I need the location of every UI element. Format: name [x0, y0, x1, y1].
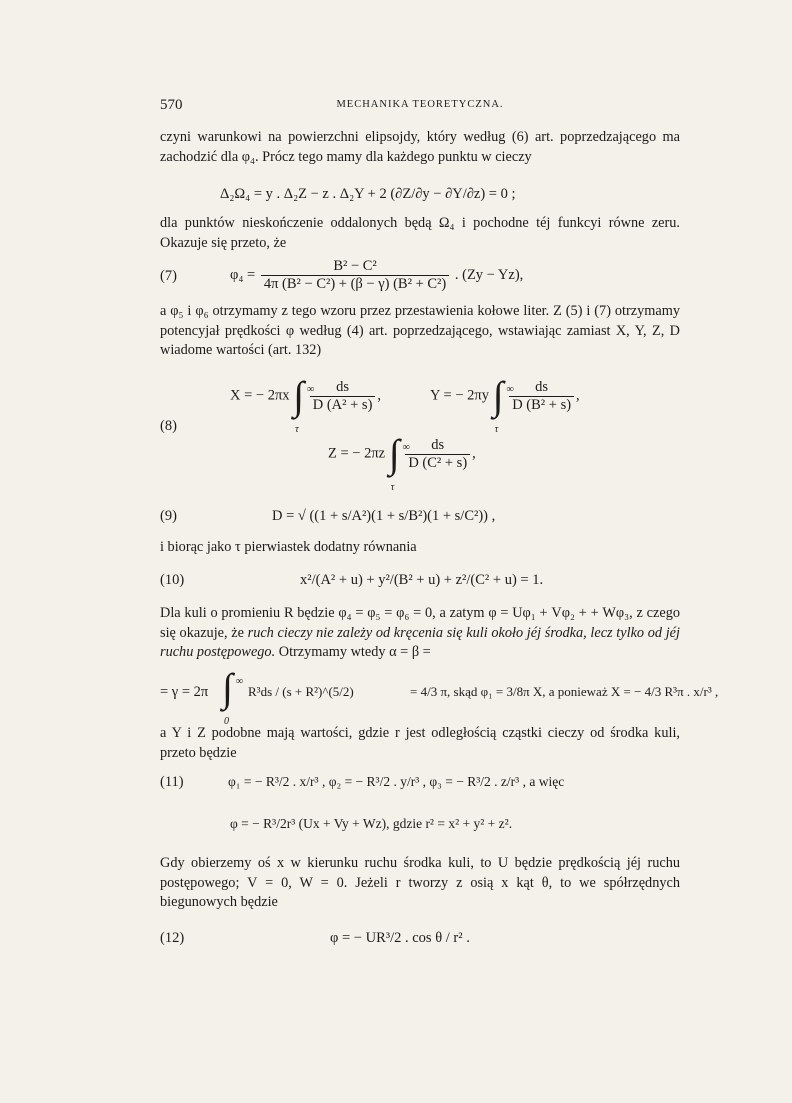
- integral-sign: ∫ ∞ τ: [389, 434, 400, 474]
- integral-lower: 0: [224, 716, 229, 727]
- equation-12-text: φ = − UR³/2 . cos θ / r² .: [330, 930, 470, 946]
- equation-7-label: (7): [160, 268, 177, 284]
- integral-sign: ∫ ∞ τ: [293, 376, 304, 416]
- equation-12: [160, 926, 680, 956]
- equation-9-text: D = √ ((1 + s/A²)(1 + s/B²)(1 + s/C²)) ,: [272, 508, 496, 524]
- equation-8-y-num: ds: [509, 379, 574, 397]
- equation-7-denominator: 4π (B² − C²) + (β − γ) (B² + C²): [263, 276, 447, 292]
- equation-8-x-lhs: X = − 2πx: [230, 387, 290, 404]
- equation-8-y: Y = − 2πy ∫ ∞ τ $\frac{ds}{\text{D (B² + s)}}$ ,: [430, 376, 580, 416]
- equation-gamma: [160, 665, 719, 727]
- paragraph-5-c: Otrzymamy wtedy α = β =: [275, 644, 431, 660]
- paragraph-5-italic: ruch cieczy nie zależy od kręcenia się kuli około jéj środka, lecz tylko od jéj ruchu postępowego.: [160, 624, 681, 660]
- equation-gamma-lhs: = γ = 2π: [160, 684, 209, 700]
- equation-8-y-den: D (B² + s): [512, 396, 572, 413]
- page-header: [160, 97, 680, 117]
- equation-8-z-lhs: Z = − 2πz: [328, 445, 386, 462]
- integral-lower: τ: [494, 424, 499, 435]
- equation-10-label: (10): [160, 572, 185, 588]
- paragraph-2: dla punktów nieskończenie oddalonych będą Ω₄ i pochodne téj funkcyi równe zeru. Okazuje się przeto, że: [160, 215, 680, 251]
- integral-sign: ∫ ∞ 0: [222, 668, 233, 708]
- equation-8-x-fraction: [310, 379, 376, 414]
- equation-delta: [160, 180, 680, 210]
- equation-10: [160, 566, 680, 596]
- equation-11: [160, 770, 680, 834]
- integral-upper: ∞: [402, 442, 410, 453]
- page-number: 570: [160, 97, 183, 113]
- paragraph-6: a Y i Z podobne mają wartości, gdzie r jest odległością cząstki cieczy od środka kuli, przeto będzie: [160, 725, 680, 761]
- running-title: MECHANIKA TEORETYCZNA.: [336, 99, 504, 110]
- equation-8-x-den: D (A² + s): [312, 396, 373, 413]
- equation-8-z-den: D (C² + s): [408, 454, 468, 471]
- equation-7: [160, 256, 680, 296]
- equation-7-fraction: [261, 258, 449, 293]
- equation-11-label: (11): [160, 774, 184, 790]
- equation-7-numerator: B² − C²: [261, 258, 449, 276]
- equation-8-x-num: ds: [310, 379, 376, 397]
- equation-7-lhs: φ₄ =: [230, 266, 256, 283]
- equation-gamma-rest: = 4/3 π, skąd φ₁ = 3/8π X, a ponieważ X = − 4/3 R³π . x/r³ ,: [410, 684, 719, 699]
- equation-8-z: Z = − 2πz ∫ ∞ τ $\frac{ds}{\text{D (C² + s)}}$ ,: [328, 434, 476, 474]
- integral-upper: ∞: [506, 384, 514, 395]
- equation-10-text: x²/(A² + u) + y²/(B² + u) + z²/(C² + u) = 1.: [300, 572, 544, 588]
- equation-8: [160, 372, 680, 492]
- equation-11-line2: φ = − R³/2r³ (Ux + Vy + Wz), gdzie r² = x² + y² + z².: [230, 816, 513, 831]
- integral-lower: τ: [295, 424, 299, 435]
- integral-lower: τ: [390, 482, 395, 493]
- equation-9-label: (9): [160, 508, 177, 524]
- paragraph-1: czyni warunkowi na powierzchni elipsojdy, który według (6) art. poprzedzającego ma zachodzić dla φ₄. Prócz tego mamy dla każdego punktu w cieczy: [160, 129, 680, 165]
- integral-sign: ∫ ∞ τ: [493, 376, 504, 416]
- equation-8-z-fraction: [405, 437, 470, 472]
- paragraph-7: Gdy obierzemy oś x w kierunku ruchu środka kuli, to U będzie prędkością jéj ruchu postępowego; V = 0, W = 0. Jeżeli r tworzy z osią x kąt θ, to we spółrzędnych biegunowych będzie: [160, 855, 680, 910]
- equation-delta-text: Δ₂Ω₄ = y . Δ₂Z − z . Δ₂Y + 2 (∂Z/∂y − ∂Y/∂z) = 0 ;: [220, 186, 516, 202]
- equation-9: [160, 498, 680, 534]
- equation-gamma-integrand: R³ds / (s + R²)^(5/2): [248, 684, 354, 699]
- equation-7-body: [230, 258, 523, 293]
- equation-8-y-lhs: Y = − 2πy: [430, 387, 489, 404]
- paragraph-3: a φ₅ i φ₆ otrzymamy z tego wzoru przez przestawienia kołowe liter. Z (5) i (7) otrzymamy potencyjał prędkości φ według (4) art. poprzedzającego, wstawiając zamiast X, Y, Z, D wiadome wartości (art. 132): [160, 303, 680, 358]
- equation-8-y-fraction: [509, 379, 574, 414]
- integral-upper: ∞: [236, 676, 244, 687]
- integral-upper: ∞: [307, 384, 315, 395]
- equation-11-line1: φ₁ = − R³/2 . x/r³ , φ₂ = − R³/2 . y/r³ , φ₃ = − R³/2 . z/r³ , a więc: [228, 774, 565, 789]
- equation-8-label: (8): [160, 418, 177, 434]
- paragraph-5-a: Dla kuli o promieniu R będzie φ₄ = φ₅ = φ₆ = 0, a zatym φ = Uφ₁ + Vφ₂ + + Wφ₃, z czego się okazuje, że: [160, 605, 680, 641]
- equation-12-label: (12): [160, 930, 185, 946]
- paragraph-4: i biorąc jako τ pierwiastek dodatny równania: [160, 539, 417, 555]
- paragraph-5: [160, 604, 680, 663]
- equation-8-x: X = − 2πx ∫ ∞ τ $\frac{ds}{\text{D (A² + s)}}$ ,: [230, 376, 381, 416]
- equation-7-rhs: . (Zy − Yz),: [454, 266, 524, 283]
- equation-8-z-num: ds: [405, 437, 470, 455]
